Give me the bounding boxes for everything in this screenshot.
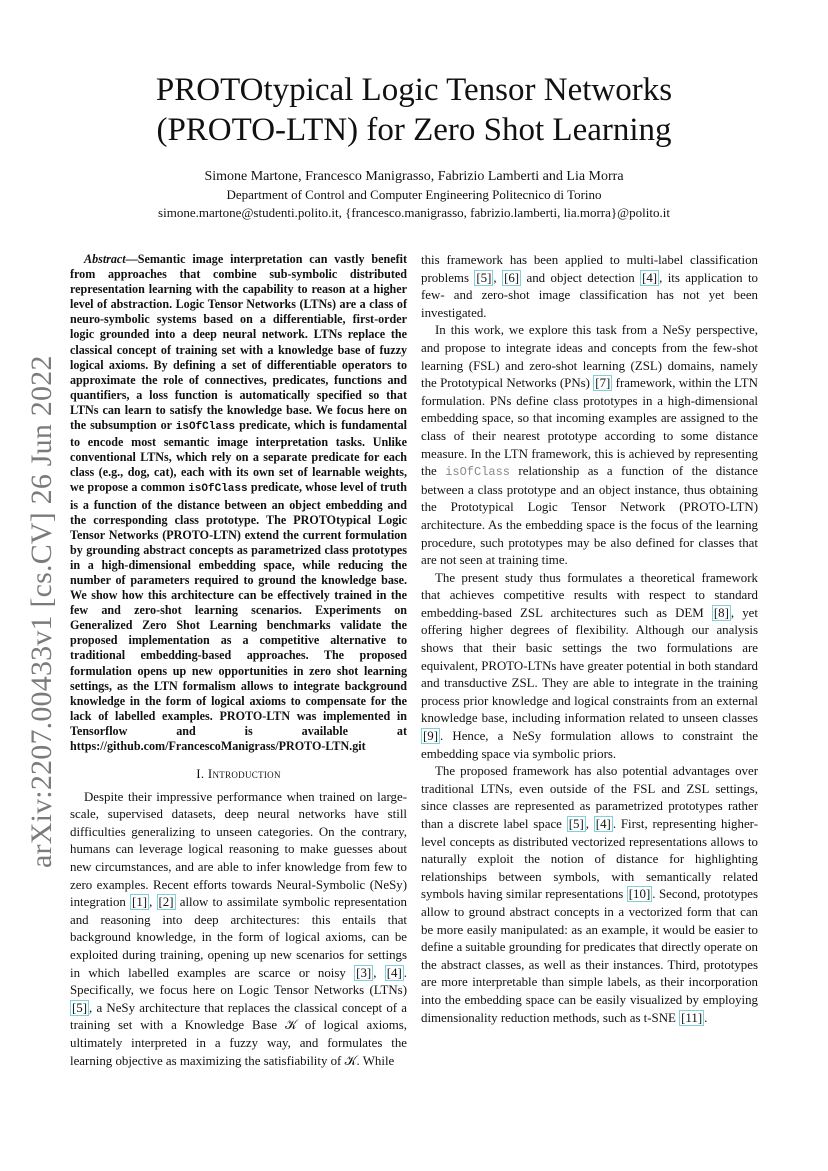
text-run: . xyxy=(704,1010,708,1025)
abstract xyxy=(70,252,407,754)
intro-paragraph-1 xyxy=(70,789,407,1071)
abstract-text-3: predicate, whose level of truth is a function of the distance between an object embedding and the corresponding class prototype. The PROTOtypical Logic Tensor Networks (PROTO-LTN) extend the current formulation by grounding abstract concepts as parametrized class prototypes in a high-dimensional embedding space, while reducing the number of parameters required to ground the knowledge base. We show how this architecture can be effectively trained in the few and zero-shot learning scenarios. Experiments on Generalized Zero Shot Learning benchmarks validate the proposed implementation as a competitive alternative to traditional embedding-based approaches. The proposed formulation opens up new opportunities in zero shot learning settings, as the LTN formalism allows to integrate background knowledge in the form of logical axioms to compensate for the lack of labelled examples. PROTO-LTN was implemented in Tensorflow and is available at https://github.com/FrancescoManigrass/PROTO-LTN.git xyxy=(70,480,407,753)
author-list: Simone Martone, Francesco Manigrasso, Fabrizio Lamberti and Lia Morra xyxy=(204,169,624,184)
citation-link[interactable]: [7] xyxy=(595,376,611,391)
citation-link[interactable]: [5] xyxy=(476,270,492,285)
abstract-label: Abstract xyxy=(84,252,126,266)
paper-title xyxy=(80,70,748,150)
citation-link[interactable]: [8] xyxy=(713,605,729,620)
text-run: , xyxy=(373,965,385,980)
paper-title-line-1: PROTOtypical Logic Tensor Networks xyxy=(155,72,673,108)
section-numeral: I. xyxy=(196,767,208,782)
author-emails: simone.martone@studenti.polito.it, {francesco.manigrasso, fabrizio.lamberti, lia.morra}@polito.it xyxy=(158,205,670,220)
citation-link[interactable]: [4] xyxy=(642,270,658,285)
text-run: , yet offering higher degrees of flexibility. Although our analysis shows that their basic settings the two formulations are equivalent, PROTO-LTNs have greater potential in both standard and transductive ZSL. They are able to integrate in the training process prior knowledge and logical constraints from an external knowledge base, including information related to unseen classes xyxy=(421,605,758,726)
code-isofclass: isOfClass xyxy=(445,465,510,480)
text-run: The present study thus formulates a theoretical framework that achieves competitive results with respect to standard embedding-based ZSL architectures such as DEM xyxy=(421,570,758,620)
citation-link[interactable]: [3] xyxy=(356,965,372,980)
text-run: , a NeSy architecture that replaces the classical concept of a training set with a Knowledge Base 𝒦 of logical axioms, ultimately interpreted in a fuzzy way, and formulates the learning objective as maximizing the satisfiability of 𝒦. While xyxy=(70,1000,407,1068)
text-run: . Hence, a NeSy formulation allows to constraint the embedding space via symbolic priors. xyxy=(421,729,758,761)
text-run: , its application to few- and zero-shot image classification has not yet been investigated. xyxy=(421,270,759,320)
text-run: allow to assimilate symbolic representation and reasoning into deep architectures: this entails that background knowledge, in the form of logical axioms, can be exploited during training, opening up new scenarios for settings in which labelled examples are scarce or noisy xyxy=(70,895,407,980)
text-run: Despite their impressive performance when trained on large-scale, supervised datasets, deep neural networks have still difficulties generalizing to unseen categories. On the contrary, humans can leverage logical reasoning to make guesses about new circumstances, and are able to infer knowledge from few to zero examples. Recent efforts towards Neural-Symbolic (NeSy) integration xyxy=(70,789,407,910)
right-column xyxy=(421,252,758,1027)
text-run: The proposed framework has also potential advantages over traditional LTNs, even outside of the FSL and ZSL settings, since classes are represented as parametrized prototypes rather than a discrete label space xyxy=(421,764,758,831)
section-heading-introduction xyxy=(70,766,407,784)
abstract-text-2: predicate, which is fundamental to encode most semantic image interpretation tasks. Unlike conventional LTNs, which rely on a separate predicate for each class (e.g., dog, cat), each with its own set of learnable weights, we propose a common xyxy=(70,418,407,495)
citation-link[interactable]: [6] xyxy=(504,270,520,285)
arxiv-identifier-stamp: arXiv:2207.00433v1 [cs.CV] 26 Jun 2022 xyxy=(25,355,58,869)
text-run: and object detection xyxy=(521,270,641,285)
citation-link[interactable]: [9] xyxy=(423,729,439,744)
abstract-text-1: Semantic image interpretation can vastly benefit from approaches that combine sub-symbolic distributed representation learning with the capability to reason at a higher level of abstraction. Logic Tensor Networks (LTNs) are a class of neuro-symbolic systems based on a differentiable, first-order logic grounded into a deep neural network. LTNs replace the classical concept of training set with a knowledge base of fuzzy logical axioms. By defining a set of differentiable operators to approximate the role of connectives, predicates, functions and quantifiers, a loss function is automatically specified so that LTNs can learn to satisfy the knowledge base. We focus here on the subsumption or xyxy=(70,252,407,433)
citation-link[interactable]: [2] xyxy=(158,895,174,910)
citation-link[interactable]: [4] xyxy=(595,817,611,831)
paper-title-line-2: (PROTO-LTN) for Zero Shot Learning xyxy=(156,112,672,148)
text-run: , xyxy=(493,270,503,285)
text-run: , xyxy=(149,895,157,910)
text-run: this framework has been applied to multi-label classification problems xyxy=(421,253,758,285)
citation-link[interactable]: [1] xyxy=(132,895,148,910)
text-run: In this work, we explore this task from a NeSy perspective, and propose to integrate ideas and concepts from the few-shot learning (FSL) and zero-shot learning (ZSL) domains, namely the Prototypical Networks (PNs) xyxy=(421,323,758,391)
text-run: . First, representing higher-level concepts as distributed vectorized representations allows to naturally exploit the notion of distance for highlighting relationships between symbols, with semantically related symbols having similar representations xyxy=(421,817,758,902)
intro-paragraph-3 xyxy=(421,570,758,764)
text-run: , xyxy=(585,817,594,831)
intro-paragraph-4 xyxy=(421,763,758,1027)
citation-link[interactable]: [11] xyxy=(681,1010,703,1025)
citation-link[interactable]: [5] xyxy=(568,817,584,831)
left-column xyxy=(70,252,407,1070)
affiliation: Department of Control and Computer Engineering Politecnico di Torino xyxy=(226,187,602,202)
text-run: . Second, prototypes allow to ground abstract concepts in a vectorized form that can be more easily manipulated: as an example, it would be easier to define a suitable grounding for predicates that directly operate on the abstract classes, as well as their instances. Third, prototypes are more interpretable than simple labels, as their incorporation into the embedding space can be easily visualized by employing dimensionality reduction methods, such as t-SNE xyxy=(421,887,758,1025)
citation-link[interactable]: [10] xyxy=(628,887,651,902)
abstract-code-isofclass-2: isOfClass xyxy=(188,483,248,496)
text-run: . Specifically, we focus here on Logic Tensor Networks (LTNs) xyxy=(70,965,407,998)
intro-paragraph-continued xyxy=(421,252,758,322)
section-title: Introduction xyxy=(207,767,281,782)
text-run: framework, within the LTN formulation. PNs define class prototypes in a high-dimensional embedding space, so that incoming examples are assigned to the class of their nearest prototype according to some distance measure. In the LTN framework, this is achieved by representing the xyxy=(421,376,758,479)
abstract-code-isofclass-1: isOfClass xyxy=(175,421,236,434)
citation-link[interactable]: [4] xyxy=(386,965,402,980)
citation-link[interactable]: [5] xyxy=(72,1000,88,1015)
text-run: relationship as a function of the distance between a class prototype and an object instance, thus obtaining the Prototypical Logic Tensor Network (PROTO-LTN) architecture. As the embedding space is the focus of the learning procedure, such prototypes may be also defined for classes that are not seen at training time. xyxy=(421,464,758,568)
intro-paragraph-2 xyxy=(421,322,758,569)
abstract-dash: — xyxy=(125,252,138,266)
